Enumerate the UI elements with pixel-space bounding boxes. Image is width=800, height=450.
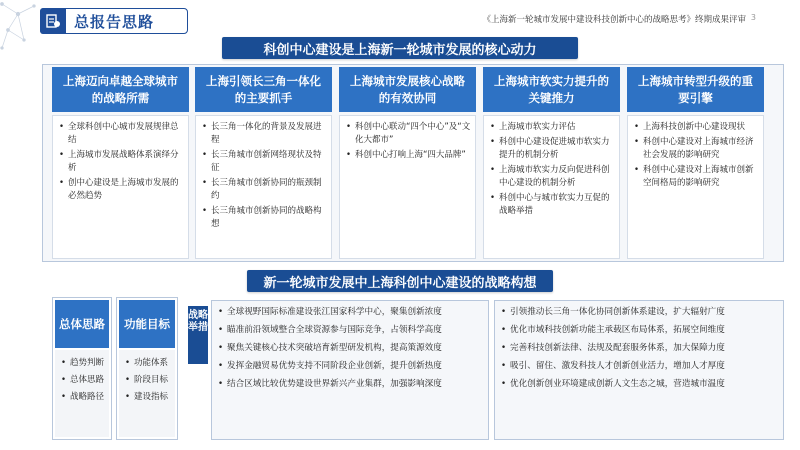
- column-body: [195, 115, 332, 259]
- overall-box: [52, 297, 112, 440]
- list-item: • 科创中心打响上海“四大品牌”: [346, 149, 471, 162]
- list-item: • 结合区域比较优势建设世界新兴产业集群，加强影响深度: [218, 378, 482, 391]
- column-title: 上海引领长三角一体化的主要抓手: [195, 67, 332, 112]
- list-item: • 战略路径: [61, 390, 105, 404]
- function-list: [119, 350, 175, 437]
- page-number: 3: [750, 13, 756, 22]
- function-title: 功能目标: [119, 300, 175, 348]
- column-2: [195, 67, 332, 259]
- list-item: • 科创中心建设促进城市软实力提升的机制分析: [490, 136, 615, 162]
- list-item: • 优化创新创业环境建成创新人文生态之城，营造城市温度: [501, 378, 777, 391]
- list-item: • 瞄准前沿领域整合全球资源参与国际竞争，占领科学高度: [218, 324, 482, 337]
- list-item: • 科创中心联动“四个中心”及“文化大都市”: [346, 121, 471, 147]
- list-item: • 建设指标: [125, 390, 171, 404]
- list-item: • 科创中心建设对上海城市创新空间格局的影响研究: [634, 164, 759, 190]
- overall-list: [55, 350, 109, 437]
- document-icon: [40, 8, 66, 34]
- list-item: • 上海城市软实力评估: [490, 121, 615, 134]
- list-item: • 科创中心与城市软实力互促的战略举措: [490, 192, 615, 218]
- list-item: • 聚焦关键核心技术突破培育新型研发机构，提高策源效度: [218, 342, 482, 355]
- list-item: • 优化市域科技创新功能主承载区布局体系，拓展空间维度: [501, 324, 777, 337]
- list-item: • 科创中心建设对上海城市经济社会发展的影响研究: [634, 136, 759, 162]
- column-1: [52, 67, 189, 259]
- list-item: • 长三角城市创新协同的战略构想: [202, 205, 327, 231]
- page-title: 总报告思路: [74, 12, 155, 31]
- top-banner: 科创中心建设是上海新一轮城市发展的核心动力: [222, 37, 578, 59]
- column-body: [339, 115, 476, 259]
- list-item: • 全球科创中心城市发展规律总结: [59, 121, 184, 147]
- function-box: [116, 297, 178, 440]
- list-item: • 全球视野国际标准建设张江国家科学中心，聚集创新浓度: [218, 306, 482, 319]
- section-header: [40, 8, 188, 34]
- list-item: • 上海城市发展战略体系演绎分析: [59, 149, 184, 175]
- list-item: • 上海城市软实力反向促进科创中心建设的机制分析: [490, 164, 615, 190]
- list-item: • 趋势判断: [61, 356, 105, 370]
- strategy-left-box: [211, 300, 489, 440]
- column-title: 上海城市软实力提升的关键推力: [483, 67, 620, 112]
- column-3: [339, 67, 476, 259]
- list-item: • 功能体系: [125, 356, 171, 370]
- list-item: • 长三角一体化的背景及发展进程: [202, 121, 327, 147]
- list-item: • 引领推动长三角一体化协同创新体系建设，扩大辐射广度: [501, 306, 777, 319]
- column-5: [627, 67, 764, 259]
- list-item: • 长三角城市创新网络现状及特征: [202, 149, 327, 175]
- list-item: • 完善科技创新法律、法规及配套服务体系，加大保障力度: [501, 342, 777, 355]
- list-item: • 总体思路: [61, 373, 105, 387]
- strategy-right-box: [494, 300, 784, 440]
- column-body: [52, 115, 189, 259]
- overall-title: 总体思路: [55, 300, 109, 348]
- list-item: • 发挥金融贸易优势支持不同阶段企业创新，提升创新热度: [218, 360, 482, 373]
- column-title: 上海城市转型升级的重要引擎: [627, 67, 764, 112]
- report-subtitle: 《上海新一轮城市发展中建设科技创新中心的战略思考》终期成果评审: [482, 15, 746, 25]
- column-body: [627, 115, 764, 259]
- middle-banner: 新一轮城市发展中上海科创中心建设的战略构想: [247, 270, 553, 292]
- column-title: 上海城市发展核心战略的有效协同: [339, 67, 476, 112]
- list-item: • 长三角城市创新协同的瓶颈制约: [202, 177, 327, 203]
- list-item: • 吸引、留住、激发科技人才创新创业活力，增加人才厚度: [501, 360, 777, 373]
- column-body: [483, 115, 620, 259]
- column-title: 上海迈向卓越全球城市的战略所需: [52, 67, 189, 112]
- list-item: • 上海科技创新中心建设现状: [634, 121, 759, 134]
- list-item: • 阶段目标: [125, 373, 171, 387]
- strategy-label: 战略举措: [188, 306, 208, 364]
- column-4: [483, 67, 620, 259]
- list-item: • 创中心建设是上海城市发展的必然趋势: [59, 177, 184, 203]
